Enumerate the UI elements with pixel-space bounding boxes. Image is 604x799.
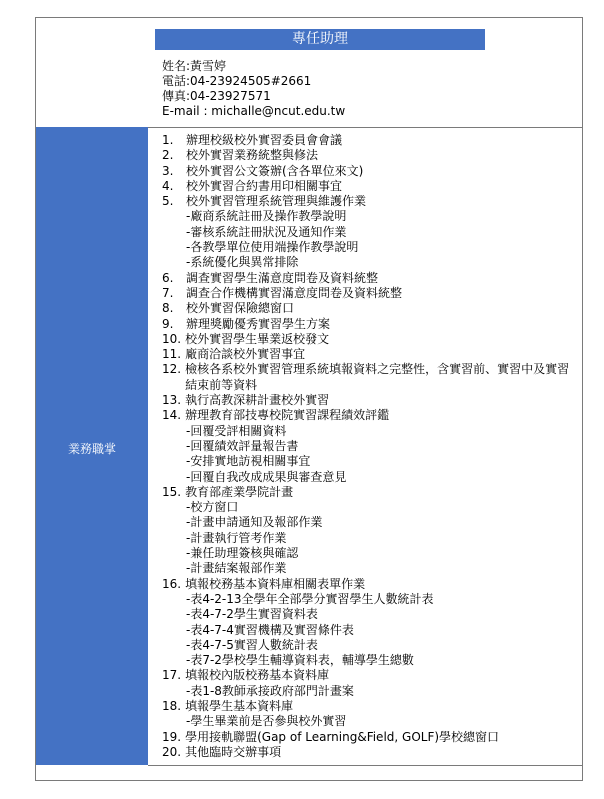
duty-number: 5. [162,194,174,209]
duty-item [162,408,574,423]
duty-item [162,668,574,683]
duty-text: 廠商洽談校外實習事宜 [185,347,306,362]
duty-subitem: -安排實地訪視相關事宜 [186,454,311,469]
contact-name: 姓名:黃雪婷 [162,59,227,73]
section-divider [148,127,582,128]
duty-number: 8. [162,301,174,316]
duty-subitem: -計畫結案報部作業 [186,561,287,576]
duty-number: 20. [162,744,182,759]
duty-subitem: -廠商系統註冊及操作教學說明 [186,209,347,224]
duty-item [162,164,574,179]
duty-number: 12. [162,362,182,377]
duty-subitem: -表1-8教師承接政府部門計畫案 [186,683,354,698]
duty-number: 15. [162,484,182,499]
duty-subitem: -回覆受評相關資料 [186,423,287,438]
duty-item [162,347,574,362]
duty-subitem: -表4-2-13全學年全部學分實習學生人數統計表 [186,591,434,606]
duty-item [162,133,574,148]
contact-fax: 傳真:04-23927571 [162,89,271,103]
duty-text: 填報校務基本資料庫相關表單作業 [185,576,366,591]
duty-item [162,730,574,745]
duty-subitem: -學生畢業前是否參與校外實習 [186,714,347,729]
contact-phone: 電話:04-23924505#2661 [162,74,312,88]
duty-text: 調查實習學生滿意度問卷及資料統整 [186,270,379,285]
duty-text: 填報校內版校務基本資料庫 [185,668,330,683]
duty-number: 14. [162,408,182,423]
duty-text: 辦理校級校外實習委員會會議 [186,133,343,147]
duty-text: 其他臨時交辦事項 [185,744,282,759]
duty-number: 9. [162,316,174,331]
duty-item [162,362,574,393]
duty-subitem: -表7-2學校學生輔導資料表，輔導學生總數 [186,653,414,668]
page-title: 專任助理 [155,29,485,50]
duty-subitem: -校方窗口 [186,500,239,515]
bottom-divider [148,765,582,766]
duty-text: 校外實習保險總窗口 [186,301,295,316]
duty-item [162,194,574,209]
duty-item [162,577,574,592]
duty-item [162,286,574,301]
duty-subitem: -表4-7-2學生實習資料表 [186,607,318,622]
duty-item [162,699,574,714]
duty-number: 1. [162,133,174,147]
duty-text: 辦理教育部技專校院實習課程績效評鑑 [185,408,390,423]
duty-number: 10. [162,331,182,346]
duty-item [162,317,574,332]
contact-email: E-mail : michalle@ncut.edu.tw [162,104,346,118]
duty-number: 3. [162,163,174,178]
duty-text: 檢核各系校外實習管理系統填報資料之完整性，含實習前、實習中及實習結束前等資料 [185,362,570,392]
duty-text: 校外實習管理系統管理與維護作業 [186,194,367,209]
duty-subitem: -表4-7-4實習機構及實習條件表 [186,622,354,637]
section-label: 業務職掌 [67,442,116,456]
duty-text: 校外實習公文簽辦(含各單位來文) [186,163,364,178]
duty-subitem: -計畫執行管考作業 [186,530,287,545]
duty-number: 7. [162,285,174,300]
duty-number: 2. [162,148,174,163]
duty-number: 6. [162,270,174,285]
contact-info [162,59,345,119]
duty-subitem: -兼任助理簽核與確認 [186,546,299,561]
duty-subitem: -回覆績效評量報告書 [186,438,299,453]
duty-text: 教育部產業學院計畫 [185,484,294,499]
duty-subitem: -表4-7-5實習人數統計表 [186,637,318,652]
duty-number: 18. [162,698,182,713]
duty-text: 校外實習學生畢業返校發文 [185,331,330,346]
duty-item [162,271,574,286]
duty-text: 執行高教深耕計畫校外實習 [185,393,330,408]
duty-number: 17. [162,668,182,683]
duties-list [162,133,574,760]
duty-item [162,393,574,408]
duty-subitem: -回覆自我改成成果與審查意見 [186,469,347,484]
duty-item [162,485,574,500]
duty-text: 調查合作機構實習滿意度問卷及資料統整 [186,285,403,300]
duty-text: 校外實習業務統整與修法 [186,148,319,163]
duty-subitem: -各教學單位使用端操作教學說明 [186,240,359,255]
duty-subitem: -審核系統註冊狀況及通知作業 [186,224,347,239]
duty-item [162,745,574,760]
duty-number: 4. [162,178,174,193]
duty-item [162,301,574,316]
duty-item [162,179,574,194]
duty-item [162,332,574,347]
duty-subitem: -計畫申請通知及報部作業 [186,515,323,530]
section-sidebar [36,127,148,765]
duty-number: 16. [162,576,182,591]
duty-text: 填報學生基本資料庫 [185,698,294,713]
duty-text: 學用接軌聯盟(Gap of Learning&Field, GOLF)學校總窗口 [185,729,500,744]
duty-number: 19. [162,729,182,744]
duty-number: 13. [162,393,182,408]
duty-number: 11. [162,347,182,362]
duty-subitem: -系統優化與異常排除 [186,255,299,270]
duty-text: 校外實習合約書用印相關事宜 [186,178,343,193]
duty-text: 辦理獎勵優秀實習學生方案 [186,316,331,331]
duty-item [162,148,574,163]
